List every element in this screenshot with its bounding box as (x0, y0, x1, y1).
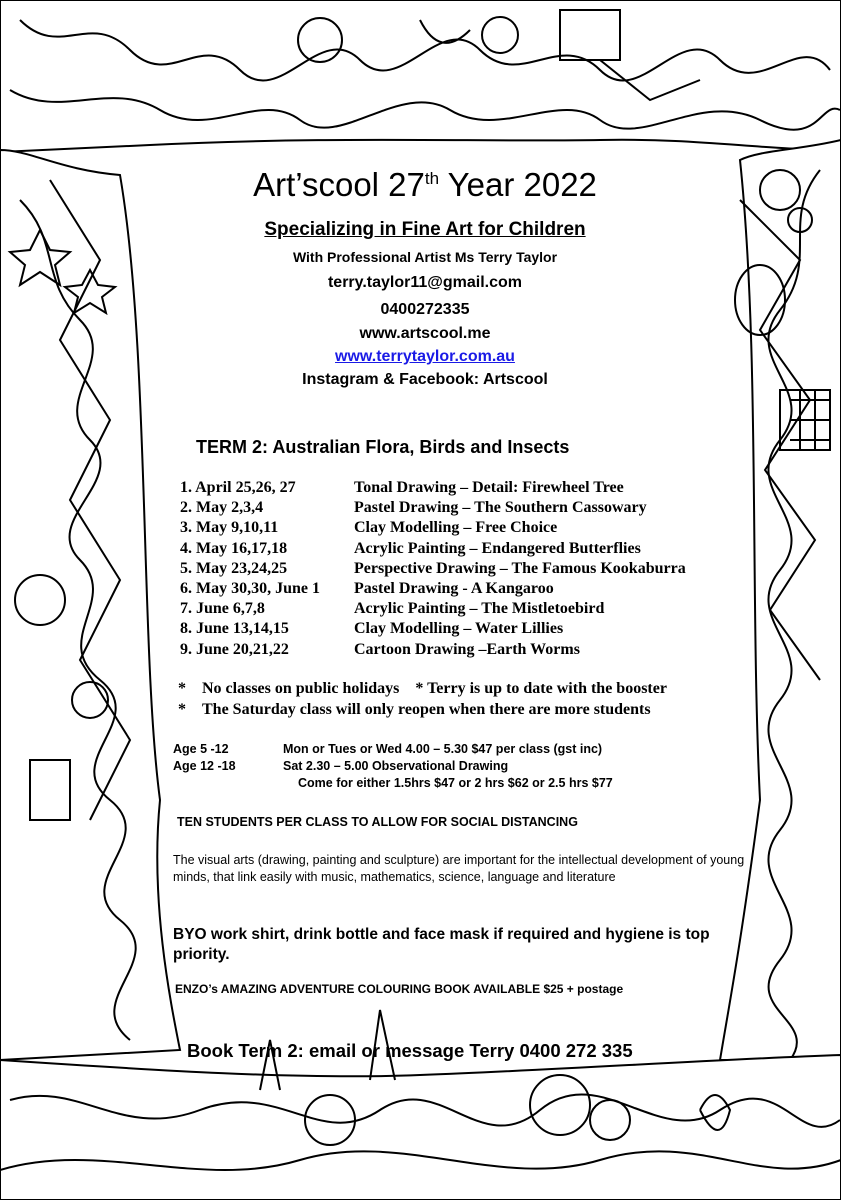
class-topic: Pastel Drawing - A Kangaroo (354, 579, 554, 597)
class-date: 4. May 16,17,18 (180, 539, 288, 557)
pricing: Come for either 1.5hrs $47 or 2 hrs $62 or 2.5 hrs $77 (298, 776, 613, 790)
class-topic: Pastel Drawing – The Southern Cassowary (354, 499, 647, 517)
schedule-row (180, 620, 686, 640)
age-row (173, 759, 613, 776)
artist-line: With Professional Artist Ms Terry Taylor (292, 249, 558, 265)
class-date: 1. April 25,26, 27 (180, 479, 296, 496)
email-address: terry.taylor11@gmail.com (327, 274, 523, 291)
schedule-row (180, 560, 686, 580)
schedule-row (180, 519, 686, 539)
colouring-book-notice: ENZO’s AMAZING ADVENTURE COLOURING BOOK AVAILABLE $25 + postage (175, 982, 624, 996)
note-saturday: The Saturday class will only reopen when there are more students (202, 701, 651, 718)
class-date: 2. May 2,3,4 (180, 499, 264, 517)
title-year: Year 2022 (439, 166, 597, 203)
age-info: Sat 2.30 – 5.00 Observational Drawing (283, 759, 509, 773)
schedule-row (180, 499, 686, 519)
visual-arts-paragraph: The visual arts (drawing, painting and sculpture) are important for the intellectual development of young minds, that link easily with music, mathematics, science, language and literature (173, 853, 745, 884)
schedule-row (180, 479, 686, 499)
note-booster: * Terry is up to date with the booster (415, 680, 667, 697)
notes (178, 680, 667, 722)
class-date: 3. May 9,10,11 (180, 519, 279, 537)
note-line (178, 701, 667, 722)
class-topic: Cartoon Drawing –Earth Worms (354, 640, 580, 658)
schedule-row (180, 540, 686, 560)
schedule-row (180, 580, 686, 600)
page-title: Art’scool 27th Year 2022 (253, 166, 597, 203)
class-topic: Clay Modelling – Free Choice (354, 519, 558, 537)
note-holidays: No classes on public holidays (202, 680, 400, 697)
phone-number: 0400272335 (380, 301, 470, 318)
title-superscript: th (424, 169, 440, 188)
bullet: * (178, 680, 186, 697)
class-schedule (180, 479, 686, 661)
class-date: 6. May 30,30, June 1 (180, 579, 320, 597)
class-date: 9. June 20,21,22 (180, 640, 289, 658)
note-line (178, 680, 667, 701)
class-topic: Perspective Drawing – The Famous Kookaburra (354, 559, 686, 577)
class-topic: Clay Modelling – Water Lillies (354, 620, 564, 638)
class-date: 7. June 6,7,8 (180, 600, 265, 618)
age-groups (173, 742, 613, 793)
class-topic: Tonal Drawing – Detail: Firewheel Tree (354, 479, 624, 496)
website-artscool: www.artscool.me (359, 325, 491, 342)
age-range: Age 5 -12 (173, 742, 229, 756)
age-info: Mon or Tues or Wed 4.00 – 5.30 $47 per class (gst inc) (283, 742, 603, 756)
class-date: 5. May 23,24,25 (180, 559, 288, 577)
schedule-row (180, 600, 686, 620)
social-line: Instagram & Facebook: Artscool (302, 371, 548, 388)
class-date: 8. June 13,14,15 (180, 620, 289, 638)
subtitle: Specializing in Fine Art for Children (264, 219, 586, 240)
bullet: * (178, 701, 186, 718)
pricing-row (173, 776, 613, 793)
age-row (173, 742, 613, 759)
schedule-row (180, 641, 686, 661)
booking-line: Book Term 2: email or message Terry 0400 272 335 (187, 1040, 633, 1061)
byo-notice: BYO work shirt, drink bottle and face mask if required and hygiene is top priority. (173, 926, 710, 963)
age-range: Age 12 -18 (173, 759, 236, 773)
class-topic: Acrylic Painting – Endangered Butterflies (354, 539, 641, 557)
class-topic: Acrylic Painting – The Mistletoebird (354, 600, 605, 618)
website-link-terrytaylor[interactable]: www.terrytaylor.com.au (335, 348, 515, 365)
term-heading: TERM 2: Australian Flora, Birds and Insects (196, 437, 570, 457)
capacity-notice: TEN STUDENTS PER CLASS TO ALLOW FOR SOCIAL DISTANCING (177, 815, 578, 829)
